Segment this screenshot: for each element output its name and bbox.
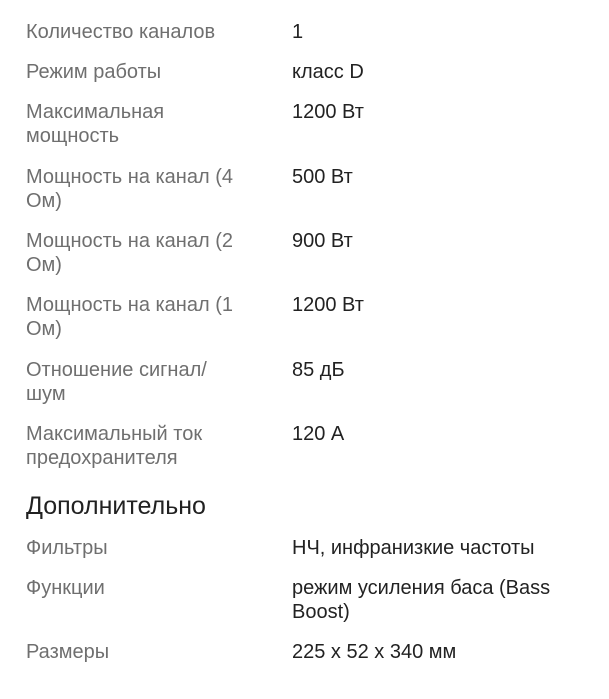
- spec-label: Отношение сигнал/ шум: [26, 359, 207, 405]
- spec-label: Максимальный ток предохранителя: [26, 423, 203, 469]
- spec-label: Фильтры: [26, 537, 108, 559]
- spec-value: 120 А: [292, 423, 345, 445]
- spec-label: Максимальная мощность: [26, 101, 165, 147]
- spec-value: 1200 Вт: [292, 101, 364, 123]
- spec-value: 225 x 52 x 340 мм: [292, 641, 457, 663]
- spec-label: Режим работы: [26, 61, 162, 83]
- spec-label: Функции: [26, 577, 105, 599]
- spec-value: 85 дБ: [292, 359, 345, 381]
- spec-value: 1200 Вт: [292, 294, 364, 316]
- spec-value: класс D: [292, 61, 364, 83]
- spec-label: Мощность на канал (1 Ом): [26, 294, 233, 340]
- spec-value: 500 Вт: [292, 166, 353, 188]
- spec-label: Мощность на канал (2 Ом): [26, 230, 233, 276]
- spec-label: Размеры: [26, 641, 110, 663]
- spec-value: 900 Вт: [292, 230, 353, 252]
- section-title-additional: Дополнительно: [26, 492, 206, 520]
- spec-label: Мощность на канал (4 Ом): [26, 166, 233, 212]
- spec-value: 1: [292, 21, 304, 43]
- spec-label: Количество каналов: [26, 21, 216, 43]
- spec-value: режим усиления баса (Bass Boost): [292, 577, 551, 623]
- spec-value: НЧ, инфранизкие частоты: [292, 537, 535, 559]
